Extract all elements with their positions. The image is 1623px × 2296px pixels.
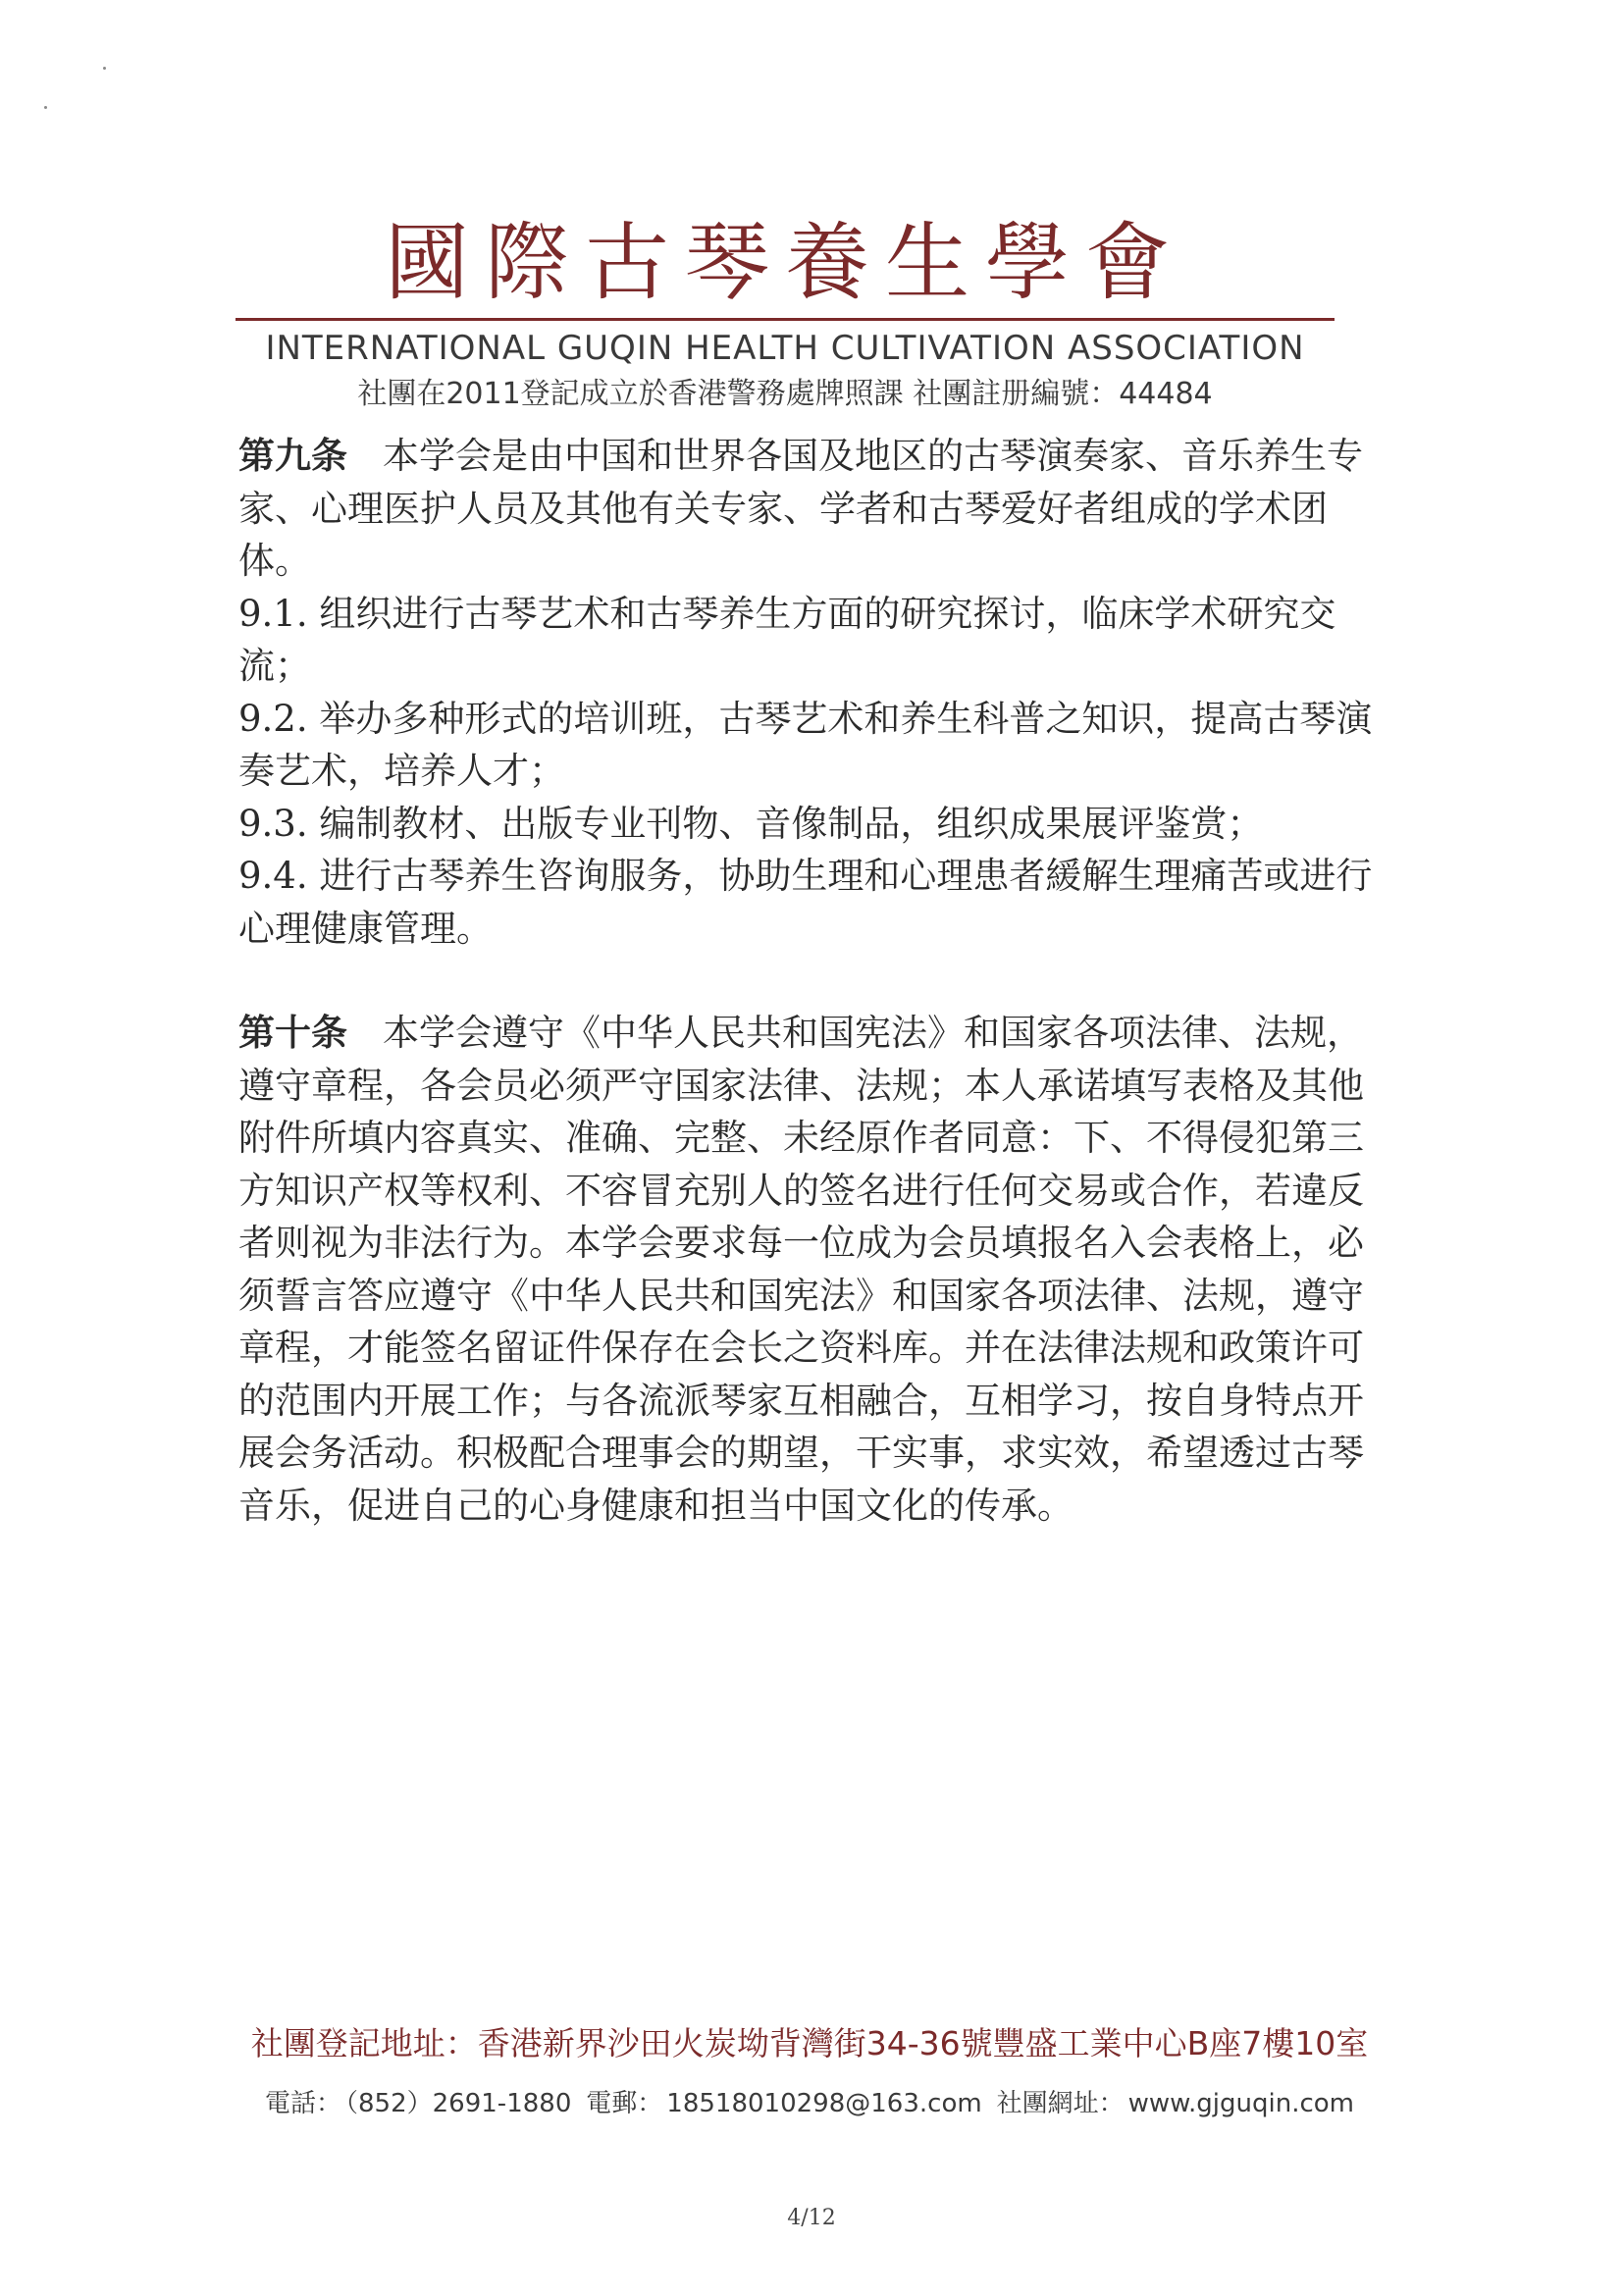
article-9-intro — [238, 430, 1387, 588]
letterhead — [236, 214, 1335, 415]
registration-info: 社團在2011登記成立於香港警務處牌照課 社團註册編號：44484 — [357, 377, 1213, 411]
email-contact — [586, 2084, 981, 2123]
website-label: 社團網址： — [996, 2089, 1125, 2118]
article-9 — [238, 430, 1387, 955]
letterhead-divider — [236, 318, 1335, 321]
article-10-body: 本学会遵守《中华人民共和国宪法》和国家各项法律、法规，遵守章程，各会员必须严守国家法律、法规；本人承诺填写表格及其他附件所填内容真实、准确、完整、未经原作者同意：下、不得侵犯第三方知识产权等权利、不容冒充别人的签名进行任何交易或合作，若違反者则视为非法行为。本学会要求每一位成为会员填报名入会表格上，必须誓言答应遵守《中华人民共和国宪法》和国家各项法律、法规，遵守章程，才能签名留证件保存在会长之资料库。并在法律法规和政策许可的范围内开展工作；与各流派琴家互相融合，互相学习，按自身特点开展会务活动。积极配合理事会的期望，干实事，求实效，希望透过古琴音乐，促进自己的心身健康和担当中国文化的传承。 — [238, 1012, 1364, 1527]
article-9-item: 9.4. 进行古琴养生咨询服务，协助生理和心理患者緩解生理痛苦或进行心理健康管理。 — [238, 855, 1373, 950]
article-9-heading: 第九条 — [238, 434, 347, 477]
scan-speck — [44, 106, 47, 109]
article-9-item: 9.1. 组织进行古琴艺术和古琴养生方面的研究探讨，临床学术研究交流； — [238, 592, 1336, 687]
article-9-item: 9.2. 举办多种形式的培训班，古琴艺术和养生科普之知识，提高古琴演奏艺术，培养人才； — [238, 697, 1373, 792]
document-body — [238, 430, 1387, 1532]
article-9-item: 9.3. 编制教材、出版专业刊物、音像制品，组织成果展评鉴赏； — [238, 802, 1264, 845]
scan-speck — [103, 67, 106, 70]
article-10-text — [238, 1007, 1387, 1532]
email-address: 18518010298@163.com — [666, 2089, 982, 2118]
contact-row — [236, 2084, 1384, 2123]
website-contact — [997, 2084, 1354, 2123]
association-title-cn: 國際古琴養生學會 — [385, 214, 1185, 312]
article-10-heading: 第十条 — [238, 1011, 347, 1054]
page-number: 4/12 — [787, 2206, 836, 2230]
email-label: 電郵： — [586, 2089, 663, 2118]
association-title-en: INTERNATIONAL GUQIN HEALTH CULTIVATION ASSOCIATION — [265, 329, 1305, 368]
website-url: www.gjguqin.com — [1127, 2089, 1354, 2118]
phone-contact — [265, 2084, 571, 2123]
registered-address: 社團登記地址：香港新界沙田火炭坳背灣街34-36號豐盛工業中心B座7樓10室 — [250, 2024, 1369, 2062]
phone-number: （852）2691-1880 — [345, 2089, 572, 2118]
phone-label: 電話： — [265, 2089, 342, 2118]
letterhead-footer — [236, 2021, 1384, 2123]
paragraph-gap — [238, 955, 1387, 1007]
article-9-intro-text: 本学会是由中国和世界各国及地区的古琴演奏家、音乐养生专家、心理医护人员及其他有关专家、学者和古琴爱好者组成的学术团体。 — [238, 435, 1363, 582]
article-10 — [238, 1007, 1387, 1532]
